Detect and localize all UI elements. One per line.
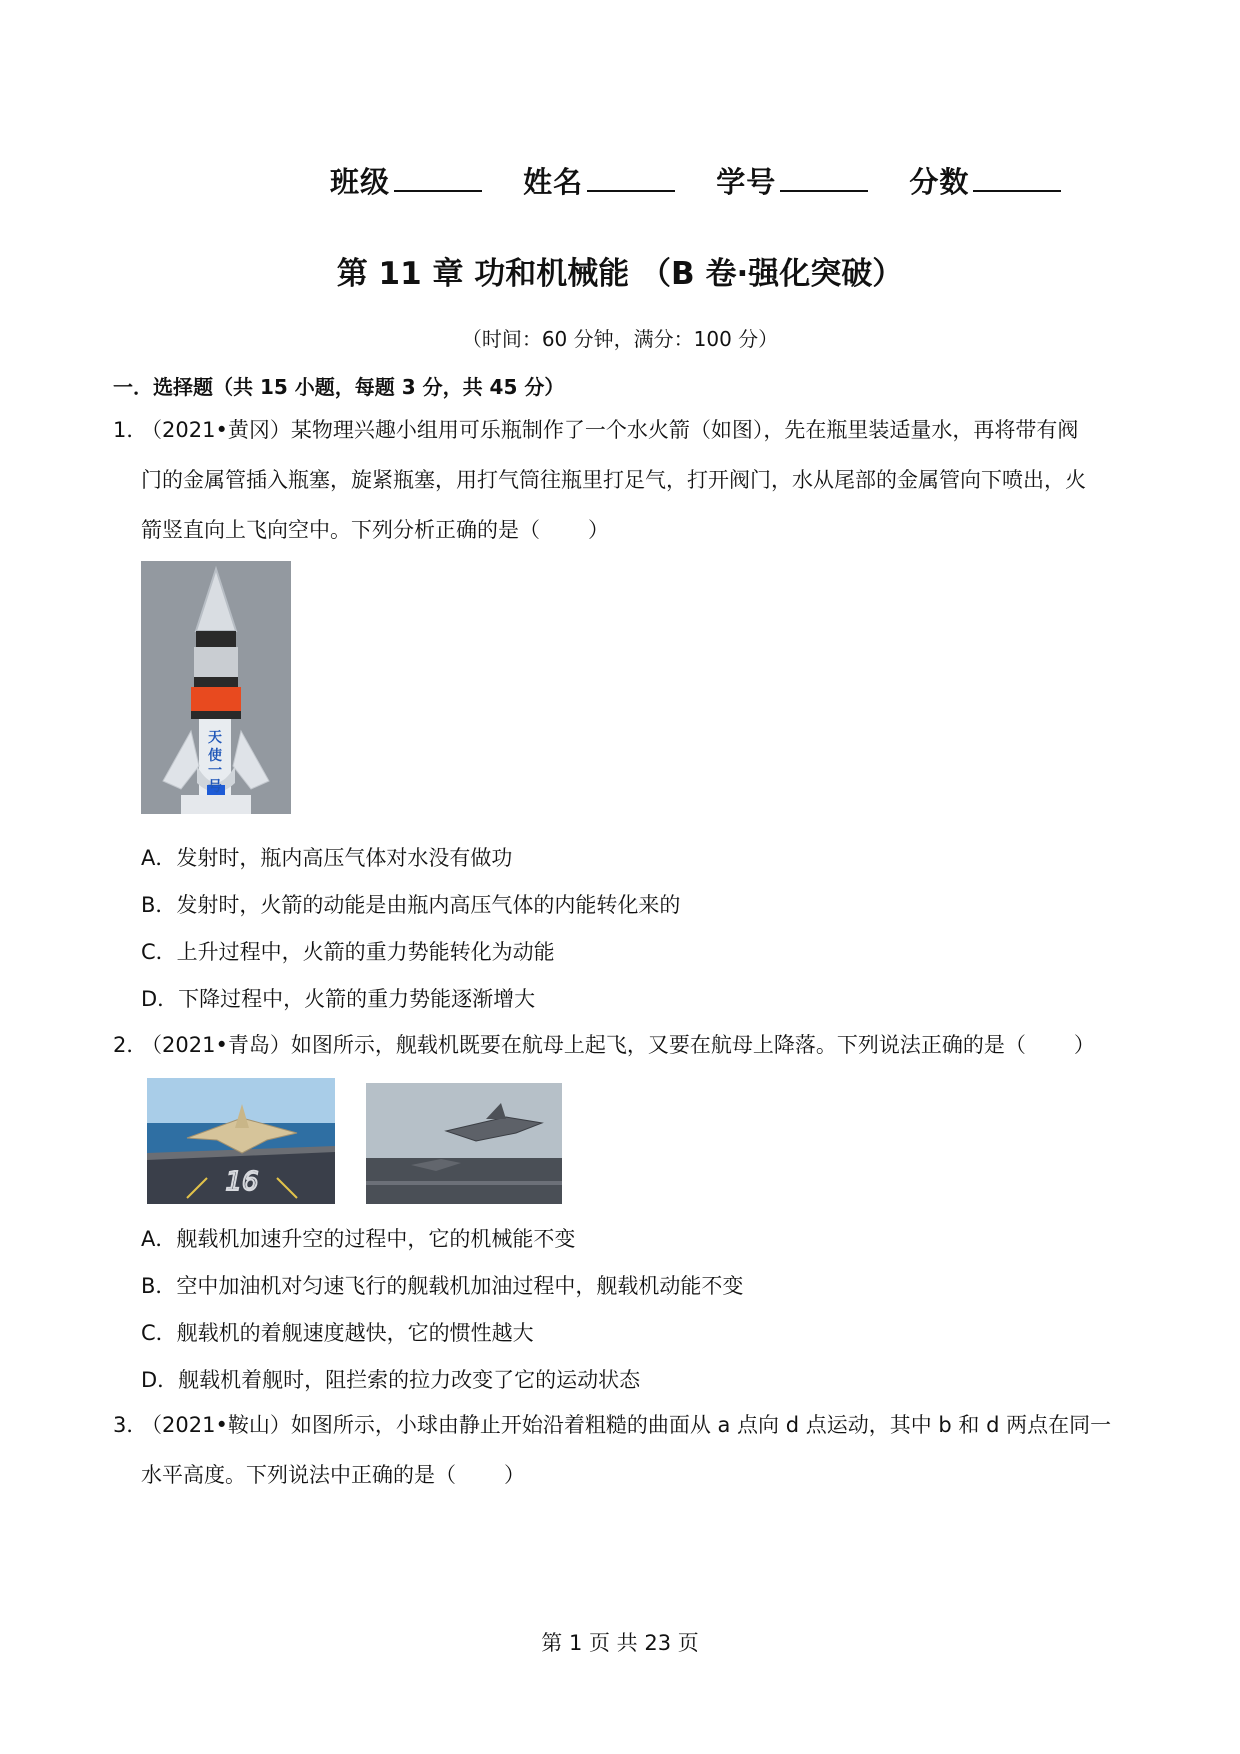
- water-rocket-image: [141, 561, 291, 814]
- answer-paren-close: ）: [504, 1463, 525, 1487]
- name-blank[interactable]: [587, 168, 675, 192]
- landing-illustration: [366, 1083, 562, 1204]
- page-title: 第 11 章 功和机械能 （B 卷·强化突破）: [336, 256, 904, 292]
- answer-paren-close: ）: [1073, 1033, 1095, 1057]
- carrier-landing-image: [366, 1083, 562, 1204]
- question-1: [113, 405, 1133, 555]
- class-blank[interactable]: [394, 168, 482, 192]
- question-2: [113, 1020, 1133, 1070]
- time-info: （时间：60 分钟，满分：100 分）: [461, 327, 779, 351]
- question-3: [113, 1400, 1133, 1500]
- question-number: 2．: [113, 1033, 148, 1057]
- id-label: 学号: [716, 165, 777, 199]
- carrier-takeoff-image: [147, 1078, 335, 1204]
- deck-number: 16: [225, 1167, 259, 1197]
- takeoff-illustration: [147, 1078, 335, 1204]
- option-b: B．发射时，火箭的动能是由瓶内高压气体的内能转化来的: [141, 893, 681, 917]
- rocket-char: 使: [208, 748, 222, 764]
- section-heading: 一．选择题（共 15 小题，每题 3 分，共 45 分）: [113, 375, 565, 399]
- question-text-line: 门的金属管插入瓶塞，旋紧瓶塞，用打气筒往瓶里打足气，打开阀门，水从尾部的金属管向下喷出，火: [141, 468, 1086, 492]
- option-d: D．舰载机着舰时，阻拦索的拉力改变了它的运动状态: [141, 1368, 641, 1392]
- score-label: 分数: [909, 165, 970, 199]
- question-text-line: （2021•青岛）如图所示，舰载机既要在航母上起飞，又要在航母上降落。下列说法正确的是（: [141, 1033, 1026, 1057]
- student-info-line: [0, 160, 1240, 201]
- option-a: A．舰载机加速升空的过程中，它的机械能不变: [141, 1227, 576, 1251]
- name-label: 姓名: [523, 165, 584, 199]
- answer-paren-close: ）: [588, 518, 609, 542]
- rocket-char: 号: [208, 779, 222, 795]
- question-text-line: （2021•黄冈）某物理兴趣小组用可乐瓶制作了一个水火箭（如图），先在瓶里装适量水，再将带有阀: [141, 418, 1079, 442]
- id-blank[interactable]: [780, 168, 868, 192]
- question-text-line: 水平高度。下列说法中正确的是（: [141, 1463, 456, 1487]
- page-footer: 第 1 页 共 23 页: [541, 1631, 699, 1655]
- option-b: B．空中加油机对匀速飞行的舰载机加油过程中，舰载机动能不变: [141, 1274, 744, 1298]
- question-text-line: （2021•鞍山）如图所示，小球由静止开始沿着粗糙的曲面从 a 点向 d 点运动，其中 b 和 d 两点在同一: [141, 1413, 1112, 1437]
- rocket-char: 一: [208, 763, 222, 779]
- option-d: D．下降过程中，火箭的重力势能逐渐增大: [141, 987, 536, 1011]
- rocket-illustration: [141, 561, 291, 814]
- option-c: C．舰载机的着舰速度越快，它的惯性越大: [141, 1321, 534, 1345]
- option-c: C．上升过程中，火箭的重力势能转化为动能: [141, 940, 555, 964]
- question-number: 3．: [113, 1413, 148, 1437]
- question-number: 1．: [113, 418, 148, 442]
- option-a: A．发射时，瓶内高压气体对水没有做功: [141, 846, 513, 870]
- rocket-char: 天: [208, 730, 222, 746]
- question-text-line: 箭竖直向上飞向空中。下列分析正确的是（: [141, 518, 540, 542]
- score-blank[interactable]: [973, 168, 1061, 192]
- class-label: 班级: [330, 165, 391, 199]
